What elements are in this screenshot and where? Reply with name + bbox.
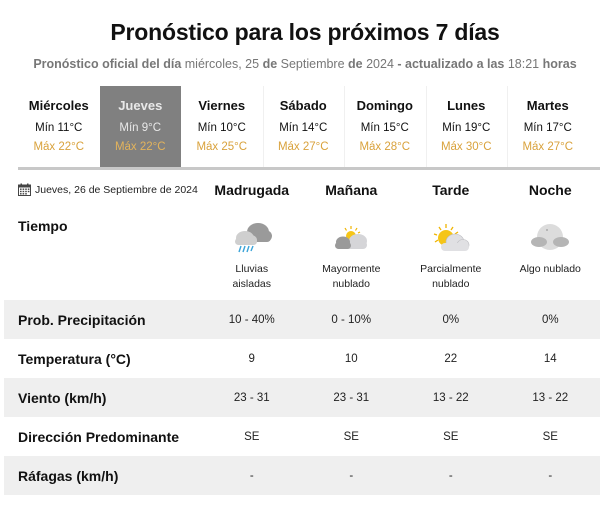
tab-day-name: Sábado [279, 98, 327, 113]
tab-day-name: Martes [526, 98, 569, 113]
row-label: Prob. Precipitación [18, 311, 146, 328]
tab-min-temp: Mín 9°C [119, 122, 162, 134]
tab-max-temp: Máx 22°C [33, 141, 85, 153]
tab-day-name: Domingo [356, 98, 413, 113]
day-tabs [18, 86, 600, 170]
subtitle-part: horas [542, 57, 577, 71]
subtitle-part: Septiembre [277, 57, 349, 71]
tab-max-temp: Máx 27°C [522, 141, 574, 153]
table-row-wind [4, 378, 600, 417]
row-label: Ráfagas (km/h) [18, 467, 119, 484]
tab-day-name: Miércoles [28, 98, 89, 113]
rain-cloud-icon [202, 216, 302, 260]
row-value: 10 [344, 352, 358, 365]
tab-day-name: Viernes [198, 98, 246, 113]
tab-jueves[interactable] [100, 86, 182, 167]
period-desc-line: Lluvias [235, 263, 269, 275]
period-desc [202, 262, 302, 292]
row-value: 23 - 31 [333, 391, 370, 404]
period-tarde [401, 182, 501, 292]
row-value: 13 - 22 [532, 391, 569, 404]
row-value: 9 [248, 352, 255, 365]
partly-cloudy-icon [401, 216, 501, 260]
tab-max-temp: Máx 27°C [277, 141, 329, 153]
tab-min-temp: Mín 10°C [197, 122, 246, 134]
row-value: 0 - 10% [331, 313, 372, 326]
tab-miercoles[interactable] [18, 86, 100, 167]
tab-max-temp: Máx 30°C [440, 141, 492, 153]
tab-viernes[interactable] [181, 86, 263, 167]
tab-min-temp: Mín 15°C [360, 122, 409, 134]
selected-date [18, 183, 198, 196]
subtitle-part: - actualizado a las [397, 57, 505, 71]
period-noche [501, 182, 601, 292]
row-value: 13 - 22 [432, 391, 469, 404]
period-desc-line: nublado [332, 278, 370, 290]
tab-sabado[interactable] [263, 86, 345, 167]
table-row-direction [4, 417, 600, 456]
tab-martes[interactable] [507, 86, 589, 167]
table-row-gusts [4, 456, 600, 495]
table-row-precipitation [4, 300, 600, 339]
row-label: Temperatura (°C) [18, 350, 131, 367]
row-value: 14 [543, 352, 557, 365]
subtitle-part: 18:21 [504, 57, 543, 71]
period-desc-line: aisladas [232, 278, 272, 290]
mostly-cloudy-icon [302, 216, 402, 260]
subtitle-part: miércoles, 25 [181, 57, 263, 71]
row-value: 23 - 31 [233, 391, 270, 404]
subtitle-part: de [262, 57, 278, 71]
period-desc-line: Mayormente [322, 263, 381, 275]
period-desc [401, 262, 501, 292]
row-value: - [349, 469, 354, 482]
period-desc-line: nublado [432, 278, 470, 290]
period-name: Mañana [325, 182, 378, 198]
tab-min-temp: Mín 17°C [523, 122, 572, 134]
row-value: 0% [541, 313, 559, 326]
period-desc-line: Algo nublado [519, 263, 581, 275]
tab-lunes[interactable] [426, 86, 508, 167]
forecast-subtitle [0, 57, 610, 71]
page-title: Pronóstico para los próximos 7 días [110, 19, 500, 45]
row-value: SE [542, 430, 558, 443]
row-value: 10 - 40% [228, 313, 275, 326]
period-name: Madrugada [214, 182, 290, 198]
subtitle-part: Pronóstico oficial del día [33, 57, 182, 71]
row-value: - [249, 469, 254, 482]
row-label: Viento (km/h) [18, 389, 107, 406]
row-value: 22 [444, 352, 458, 365]
selected-date-text: Jueves, 26 de Septiembre de 2024 [35, 183, 198, 196]
tab-min-temp: Mín 11°C [35, 122, 83, 134]
period-desc [302, 262, 402, 292]
tab-day-name: Lunes [447, 98, 486, 113]
period-columns [202, 182, 600, 292]
subtitle-part: 2024 [362, 57, 398, 71]
tab-max-temp: Máx 28°C [359, 141, 411, 153]
tab-max-temp: Máx 25°C [196, 141, 248, 153]
row-value: - [548, 469, 553, 482]
table-row-temperature [4, 339, 600, 378]
row-value: SE [343, 430, 359, 443]
period-name: Tarde [432, 182, 470, 198]
tab-day-name: Jueves [118, 98, 163, 113]
tab-min-temp: Mín 14°C [279, 122, 328, 134]
calendar-icon [18, 183, 31, 196]
row-value: - [448, 469, 453, 482]
row-value: 0% [442, 313, 460, 326]
tab-domingo[interactable] [344, 86, 426, 167]
tiempo-label: Tiempo [18, 218, 68, 234]
subtitle-part: de [348, 57, 363, 71]
period-desc-line: Parcialmente [420, 263, 482, 275]
row-value: SE [244, 430, 260, 443]
tab-min-temp: Mín 19°C [442, 122, 491, 134]
period-name: Noche [528, 182, 572, 198]
row-value: SE [443, 430, 459, 443]
tab-max-temp: Máx 22°C [114, 141, 166, 153]
cloudy-night-icon [501, 216, 601, 260]
period-manana [302, 182, 402, 292]
forecast-table [4, 300, 600, 495]
period-madrugada [202, 182, 302, 292]
row-label: Dirección Predominante [18, 428, 180, 445]
period-desc [501, 262, 601, 277]
